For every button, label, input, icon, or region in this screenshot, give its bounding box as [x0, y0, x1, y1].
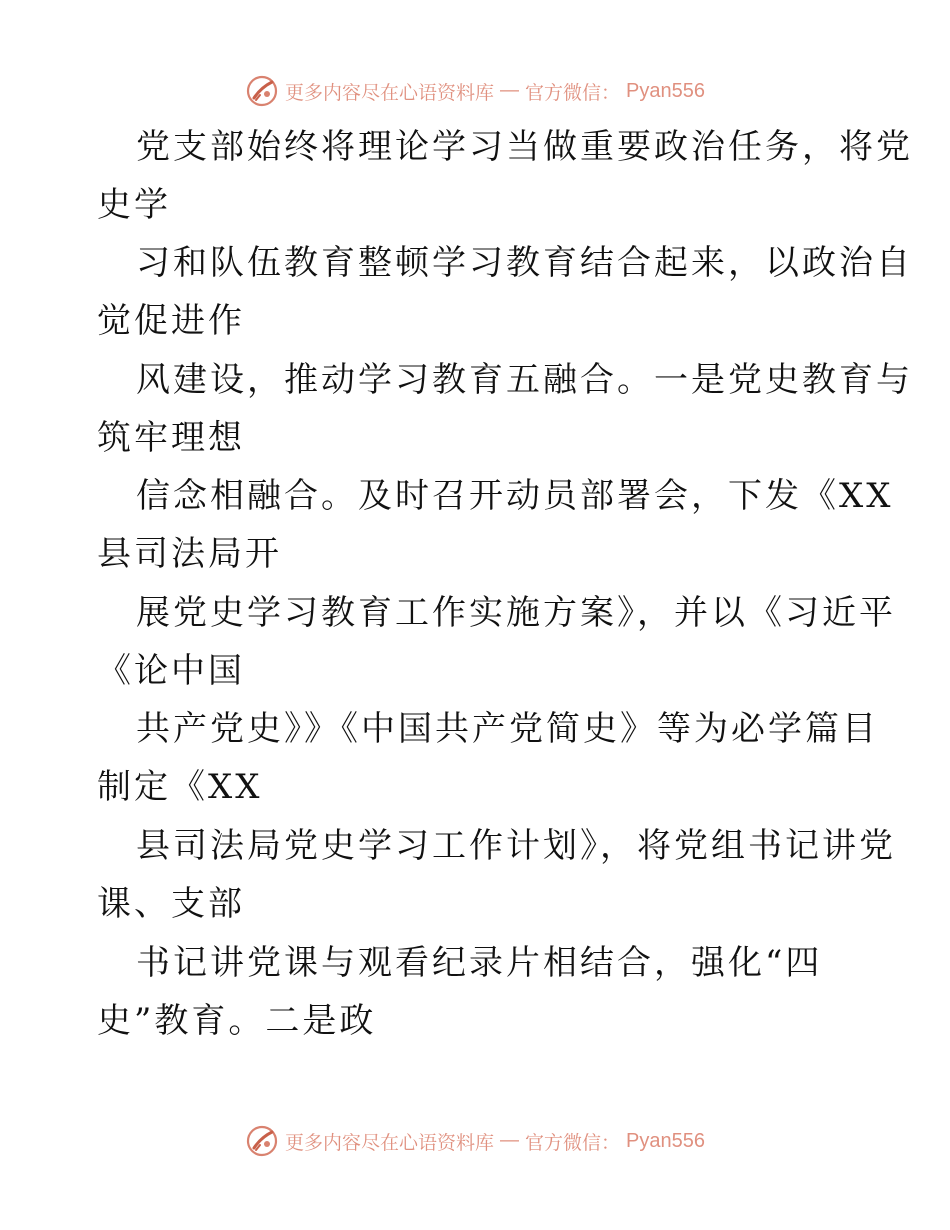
watermark-wechat-id: Pyan556 [626, 1129, 705, 1152]
pen-logo-icon [245, 74, 279, 108]
text-line: 展党史学习教育工作实施方案》，并以《习近平 [136, 593, 896, 633]
text-line: 风建设，推动学习教育五融合。一是党史教育与 [136, 360, 913, 400]
text-line: 制定《XX [97, 767, 263, 807]
watermark-wechat-label: 官方微信： [525, 1131, 621, 1154]
text-line: 习和队伍教育整顿学习教育结合起来，以政治自 [136, 243, 913, 283]
text-line: 共产党史》》《中国共产党简史》等为必学篇目 [136, 709, 879, 749]
text-line: 觉促进作 [97, 301, 245, 341]
text-line: 课、支部 [97, 884, 245, 924]
text-line: 史”教育。二是政 [97, 1001, 377, 1041]
watermark-dash: — [500, 1130, 520, 1151]
text-line: 《论中国 [97, 651, 245, 691]
footer-watermark [0, 1121, 950, 1161]
text-line: 党支部始终将理论学习当做重要政治任务，将党 [136, 127, 913, 167]
watermark-text: 更多内容尽在心语资料库 [285, 81, 495, 104]
text-line: 史学 [97, 185, 171, 225]
text-line: 筑牢理想 [97, 418, 245, 458]
pen-logo-icon [245, 1124, 279, 1158]
text-line: 县司法局党史学习工作计划》，将党组书记讲党 [136, 826, 896, 866]
watermark-dash: — [500, 80, 520, 101]
header-watermark [0, 71, 950, 111]
text-line: 书记讲党课与观看纪录片相结合，强化“四 [136, 943, 823, 983]
text-line: 信念相融合。及时召开动员部署会，下发《XX [136, 476, 894, 516]
watermark-text: 更多内容尽在心语资料库 [285, 1131, 495, 1154]
watermark-wechat-label: 官方微信： [525, 81, 621, 104]
watermark-wechat-id: Pyan556 [626, 79, 705, 102]
text-line: 县司法局开 [97, 534, 282, 574]
